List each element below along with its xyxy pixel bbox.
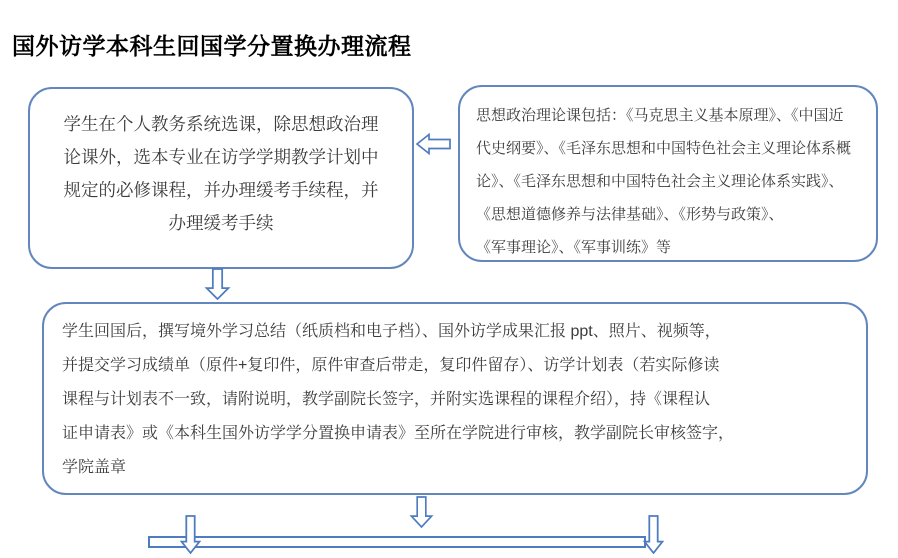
return-process-box bbox=[42, 302, 868, 495]
text-line: 论》、《毛泽东思想和中国特色社会主义理论体系实践》、 bbox=[476, 173, 844, 190]
text-line: 并提交学习成绩单（原件+复印件，原件审查后带走，复印件留存）、访学计划表（若实际修读 bbox=[62, 357, 720, 374]
text-line: 《思想道德修养与法律基础》、《形势与政策》、 bbox=[476, 206, 784, 223]
arrow-down-icon bbox=[180, 515, 201, 554]
connector-bar bbox=[148, 536, 646, 548]
arrow-left-icon bbox=[416, 132, 451, 156]
arrow-down-icon bbox=[643, 515, 664, 554]
text-line: 规定的必修课程，并办理缓考手续程，并 bbox=[63, 180, 379, 200]
text-line: 思想政治理论课包括：《马克思主义基本原理》、《中国近 bbox=[476, 107, 844, 124]
text-line: 学生回国后，撰写境外学习总结（纸质档和电子档）、国外访学成果汇报 ppt、照片、视频等， bbox=[62, 323, 721, 340]
text-line: 学生在个人教务系统选课，除思想政治理 bbox=[63, 114, 379, 134]
arrow-down-icon bbox=[409, 496, 434, 528]
text-line: 证申请表》或《本科生国外访学学分置换申请表》至所在学院进行审核，教学副院长审核签字， bbox=[62, 425, 735, 442]
text-line: 论课外，选本专业在访学学期教学计划中 bbox=[63, 147, 379, 167]
arrow-down-icon bbox=[204, 268, 231, 300]
text-line: 课程与计划表不一致，请附说明，教学副院长签字，并附实选课程的课程介绍），持《课程认 bbox=[62, 391, 711, 408]
text-line: 办理缓考手续 bbox=[168, 213, 274, 233]
text-line: 学院盖章 bbox=[62, 459, 127, 476]
text-line: 《军事理论》、《军事训练》等 bbox=[476, 239, 672, 256]
political-courses-box bbox=[458, 85, 878, 262]
text-line: 代史纲要》、《毛泽东思想和中国特色社会主义理论体系概 bbox=[476, 140, 852, 157]
page-title: 国外访学本科生回国学分置换办理流程 bbox=[12, 33, 412, 59]
course-selection-box bbox=[28, 87, 414, 269]
